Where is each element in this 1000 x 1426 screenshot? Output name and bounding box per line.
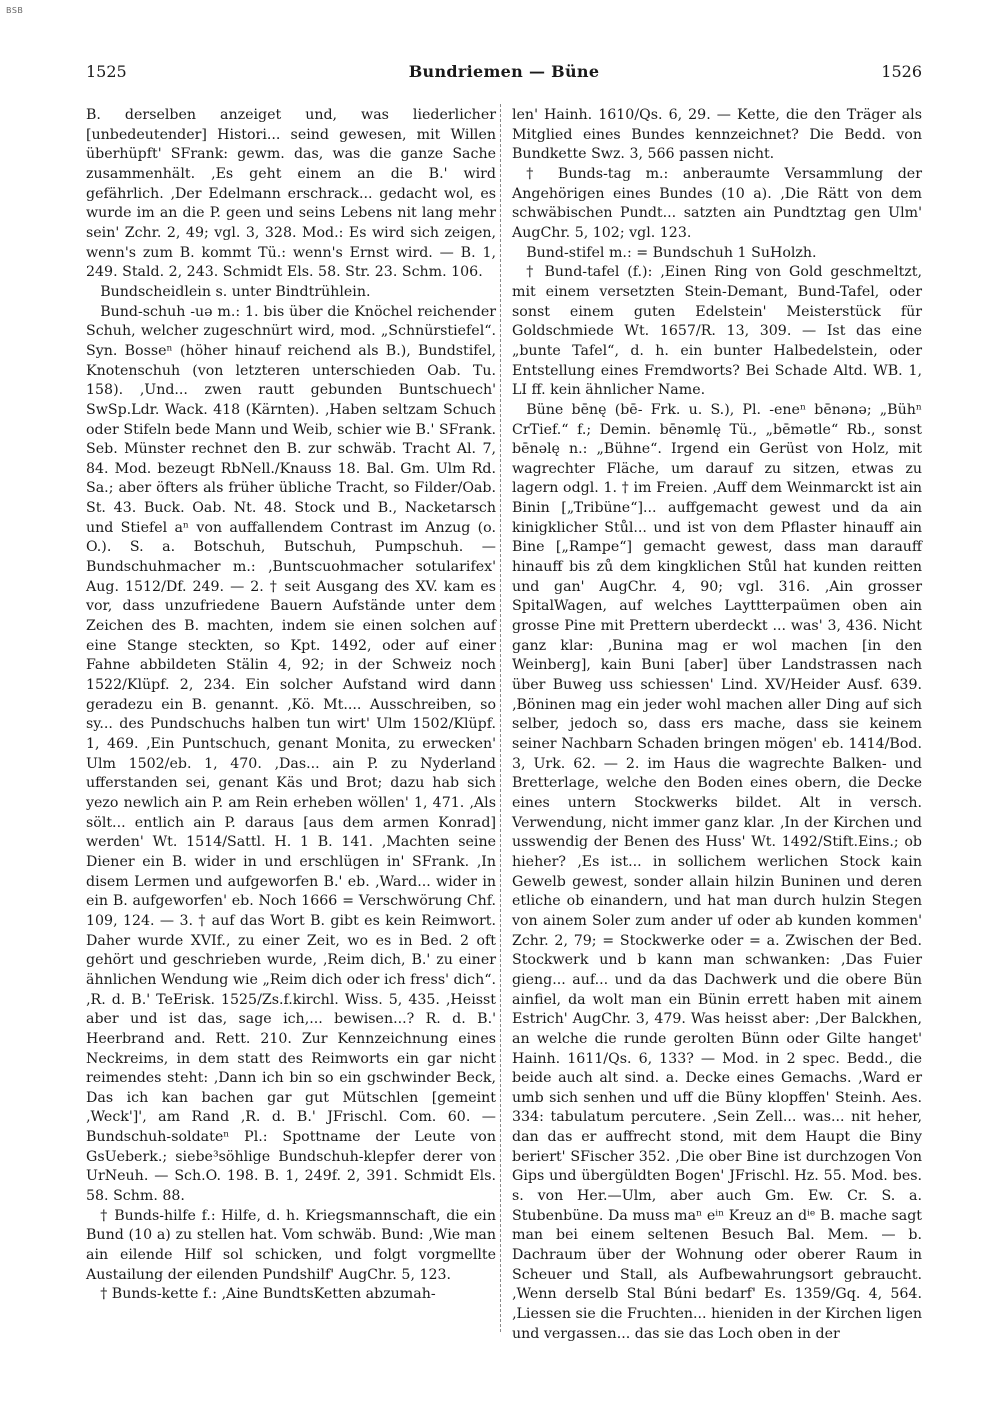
running-title: Bundriemen — Büne [408, 62, 600, 81]
entry-bundscheidlein: Bundscheidlein s. unter Bindtrühlein. [100, 283, 371, 300]
entry-buene: Büne bēnę (bē- Frk. u. S.), Pl. -eneⁿ bēnənə; „Bühⁿ CrTief.“ f.; Demin. bēnəmlę Tü., „bēmətle“ Rb., sonst bēnəlę n.: „Bühne“. Irgend ein Gerüst von Holz, mit wagrechter Fläche, um darauf zu sitzen, etwas zu lagern odgl. 1. † im Freien. ‚Auff dem Weinmarckt ist ain Binin [„Tribüne“]... auffgemacht gewest und da ain kinigklicher Stůl... und ist von dem Pflaster hinauff ain Bine [„Rampe“] gemacht gewest, dass man darauff hinauff bis zů dem kingklichen Stůl hat kunden reitten und gan' AugChr. 4, 90; vgl. 316. ‚Ain grosser SpitalWagen, auf welches Layttterpaümen oben ain grosse Pine mit Prettern uberdeckt ... was' 3, 436. Nicht ganz klar: ‚Bunina mag er wol machen [in den Weinberg], kain Buni [aber] über Landstrassen nach über Buweg uss schiessen' Lind. XV/Heider Ausf. 639. ‚Böninen mag ein jeder wohl machen aller Ding auf sich selber, jedoch so, dass ers mache, dass sie keinem seiner Nachbarn Schaden bringen mögen' eb. 1414/Bod. 3, Urk. 62. — 2. im Haus die wagrechte Balken- und Bretterlage, welche den Boden eines obern, die Decke eines untern Stockwerks bildet. Alt in versch. Verwendung, nicht immer ganz klar. ‚In der Kirchen und usswendig der Benen des Huss' Wt. 1492/Stift.Eins.; ob hieher? ‚Es ist... in sollichem werlichen Stock kain Gewelb gewest, sonder allain hilzin Buninen und deren etliche ob einandern, und hat man durch hulzin Stegen von ainem Soler zum ander uf oder ab kunden kommen' Zchr. 2, 79; = Stockwerke oder = a. Zwischen der Bed. Stockwerk und b kann man schwanken: ‚Das Fuier gieng... auf... und da das Dachwerk und die obere Bün ainfiel, da wolt man ein Bünin errett haben mit ainem Estrich' AugChr. 3, 479. Was heisst aber: ‚Der Balckhen, an welche die runde gerolten Bünn oder Gilte hanget' Hainh. 1611/Qs. 6, 133? — Mod. in 2 spec. Bedd., die beide auch alt sind. a. Decke eines Gemachs. ‚Ward er umb sich senhen und uff die Büny klopffen' Steinh. Aes. 334: tabulatum percutere. ‚Sein Zell... was... nit heher, dan das er auffrecht stond, mit dem Haupt die Biny beriert' SFischer 352. ‚Die ober Bine ist durchzogen Von Gips und übergüldten Bogen' JFrischl. Hz. 55. Mod. bes. s. von Her.—Ulm, aber auch Gm. Ew. Cr. S. a. Stubenbüne. Da muss maⁿ eⁱⁿ Kreuz an dⁱᵉ B. mache sagt man bei einem seltenen Besuch Bal. Mem. — b. Dachraum über der Wohnung oder oberer Raum in Scheuer und Stall, als Aufbewahrungsort gebraucht. ‚Wenn derselb Stal Búni bedarf' Es. 1359/Gq. 4, 564. ‚Liessen sie die Fruchten... hieniden in der Kirchen ligen und vergassen... das sie das Loch oben in der [512, 401, 922, 1342]
column-divider [500, 104, 501, 1332]
right-column [512, 106, 922, 1344]
page-number-left: 1525 [86, 62, 127, 81]
page-header [86, 62, 922, 88]
page-number-right: 1526 [881, 62, 922, 81]
entry-bundskette-cont: len' Hainh. 1610/Qs. 6, 29. — Kette, die den Träger als Mitglied eines Bundes kennzeichnet? Die Bedd. von Bundkette Swz. 3, 566 passen nicht. [512, 107, 922, 163]
entry-bundstag: † Bunds-tag m.: anberaumte Versammlung der Angehörigen eines Bundes (10 a). ‚Die Rätt von dem schwäbischen Pundt... satzten ain Pundtztag gen Ulm' AugChr. 5, 102; vgl. 123. [512, 165, 922, 241]
entry-bundschuh: Bund-schuh -uə m.: 1. bis über die Knöchel reichender Schuh, welcher zugeschnürt wird, mod. „Schnürstiefel“. Syn. Bosseⁿ (höher hinauf reichend als B.), Bundstifel, Knotenschuh (von letzteren unterschieden Oab. Tu. 158). ‚Und... zwen rautt gebunden Buntschuech' SwSp.Ldr. Wack. 418 (Kärnten). ‚Haben seltzam Schuch oder Stifeln bede Mann und Weib, schier wie B.' SFrank. Seb. Münster rechnet den B. zur schwäb. Tracht Al. 7, 84. Mod. bezeugt RbNell./Knauss 18. Bal. Gm. Ulm Rd. Sa.; aber öfters als früher übliche Tracht, so Filder/Oab. St. 43. Buck. Oab. Nt. 48. Stock und B., Nacketarsch und Stiefel aⁿ von auffallendem Contrast im Anzug (o. O.). S. a. Botschuh, Butschuh, Pumpschuh. — Bundschuhmacher m.: ‚Buntscuohmacher sotularifex' Aug. 1512/Df. 249. — 2. † seit Ausgang des XV. kam es vor, dass unzufriedene Bauern Aufstände unter dem Zeichen des B. machten, indem sie einen solchen auf eine Stange steckten, so Kpt. 1492, oder auf einer Fahne abbildeten Stälin 4, 92; in der Schweiz noch 1522/Klüpf. 2, 234. Ein solcher Aufstand wird dann geradezu ein B. genannt. ‚Kö. Mt.... Ausschreiben, so sy... des Pundschuchs halben tun wirt' Ulm 1502/Klüpf. 1, 469. ‚Ein Puntschuch, genant Monita, zu erwecken' Ulm 1502/eb. 1, 470. ‚Das... ain P. zu Nyderland ufferstanden sei, genant Käs und Brot; dazu hab sich yezo newlich ain P. am Rein erheben wöllen' 1, 471. ‚Als sölt... entlich ain P. daraus [aus dem armen Konrad] werden' Wt. 1514/Sattl. H. 1 B. 141. ‚Machten seine Diener ein B. wider in und erschlügen in' SFrank. ‚In disem Lermen und aufgeworfen B.' eb. ‚Ward... wider in ein B. aufgeworfen' eb. Noch 1666 = Verschwörung Chf. 109, 124. — 3. † auf das Wort B. gibt es kein Reimwort. Daher wurde XVIf., zu einer Zeit, wo es in Bed. 2 oft gehört und geschrieben wurde, ‚Reim dich, B.' zu einer ähnlichen Wendung wie „Reim dich oder ich fress' dich“. ‚R. d. B.' TeErisk. 1525/Zs.f.kirchl. Wiss. 5, 435. ‚Heisst aber und ist das, sage ich,... bewisen...? R. d. B.' Heerbrand and. Rett. 210. Zur Kennzeichnung eines Neckreims, in dem statt des Reimworts ein gar nicht reimendes steht: ‚Dann ich bin so ein gschwinder Beck, Das ich kan bachen gar gut Mütschlen [gemeint ‚Weck']', am Rand ‚R. d. B.' JFrischl. Com. 60. — Bundschuh-soldateⁿ Pl.: Spottname der Leute von GsUeberk.; siebe³söhlige Bundschuh-klepfer derer von UrNeuh. — Sch.O. 198. B. 1, 249f. 2, 391. Schmidt Els. 58. Schm. 88. [86, 303, 496, 1205]
entry-bundstifel: Bund-stifel m.: = Bundschuh 1 SuHolzh. [526, 244, 817, 261]
entry-bund-end: B. derselben anzeiget und, was liederlicher [unbedeutender] Histori... seind gewesen, mit Willen überhüpft' SFrank: gewm. das, was die ganze Sache zusammenhält. ‚Es geht einem an die B.' wird gefährlich. ‚Der Edelmann erschrack... gedacht wol, es wurde im an die P. geen und seins Lebens nit lang mehr sein' Zchr. 2, 49; vgl. 3, 328. Mod.: Es wird sich zeigen, wenn's zum B. kommt Tü.: wenn's Ernst wird. — B. 1, 249. Stald. 2, 243. Schmidt Els. 58. Str. 23. Schm. 106. [86, 107, 496, 281]
entry-bundskette: † Bunds-kette f.: ‚Aine BundtsKetten abzumah- [100, 1286, 436, 1303]
bsb-watermark: BSB [6, 6, 24, 15]
entry-bundtafel: † Bund-tafel (f.): ‚Einen Ring von Gold geschmeltzt, mit einem versetzten Stein-Demant, Bund-Tafel, oder sonst einem guten Edelstein' Meisterstück für Goldschmiede Wt. 1657/R. 13, 309. — Ist das eine „bunte Tafel“, d. h. ein bunter Halbedelstein, oder Entstellung eines Fremdworts? Bei Schade Altd. WB. 1, LI ff. kein ähnlicher Name. [512, 264, 922, 399]
left-column [86, 106, 496, 1305]
entry-bundshilfe: † Bunds-hilfe f.: Hilfe, d. h. Kriegsmannschaft, die ein Bund (10 a) zu stellen hat. Vom schwäb. Bund: ‚Wie man ain eilende Hilf sol schicken, und folgt vorgmellte Austailung der eilenden Pundshilf' AugChr. 5, 123. [86, 1207, 496, 1283]
